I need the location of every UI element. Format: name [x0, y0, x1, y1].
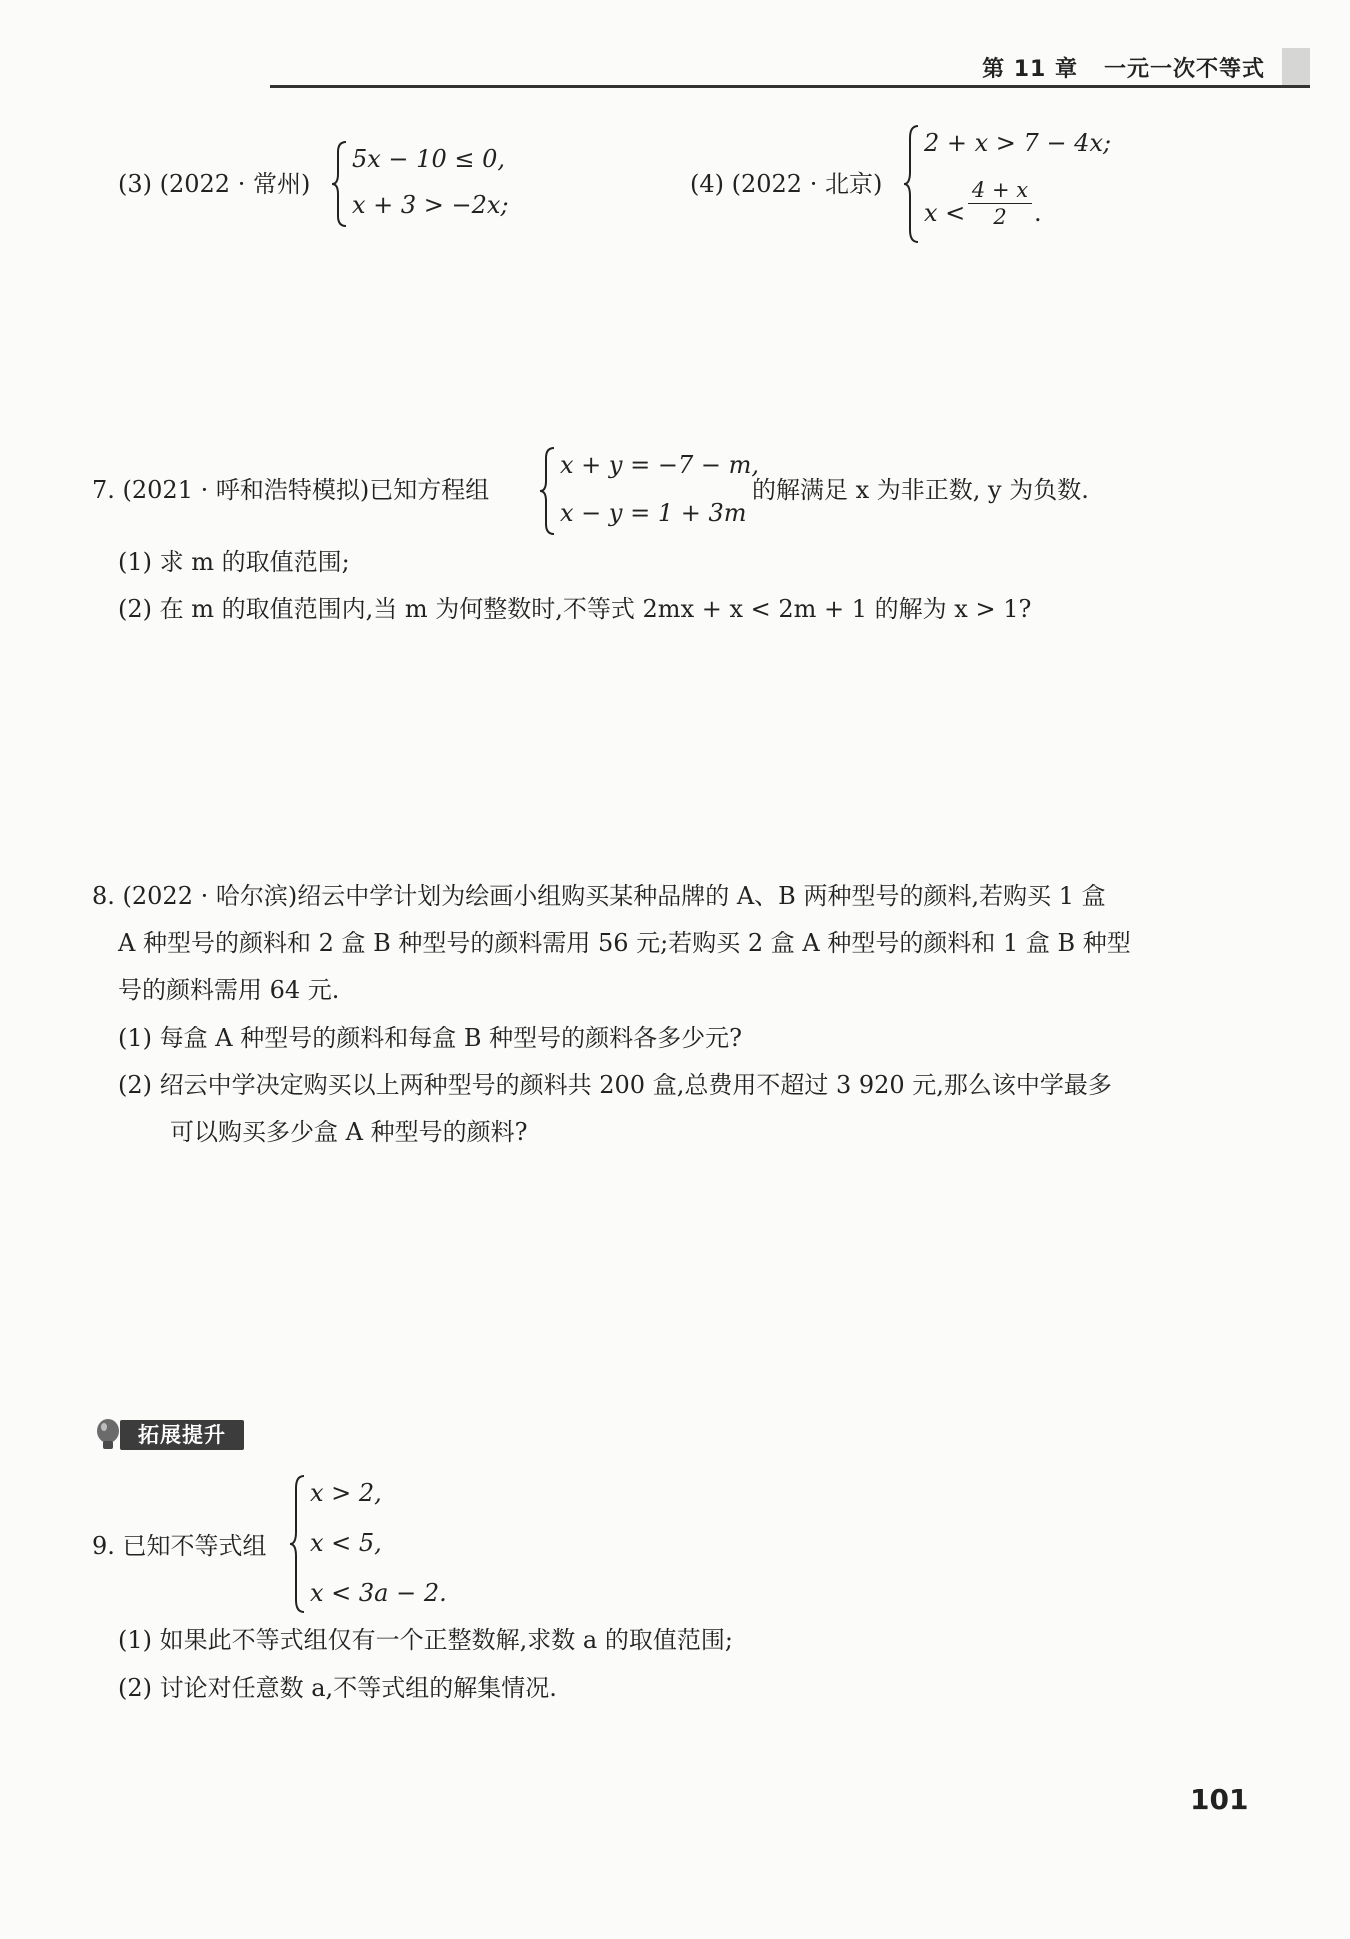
left-brace-icon — [902, 124, 922, 244]
problem-9-condition-2: x < 5, — [310, 1529, 382, 1557]
fraction-denominator: 2 — [993, 205, 1007, 229]
problem-9-condition-3: x < 3a − 2. — [310, 1579, 447, 1607]
problem-8-line-2: A 种型号的颜料和 2 盒 B 种型号的颜料需用 56 元;若购买 2 盒 A 种型号的颜料和 1 盒 B 种型 — [118, 929, 1131, 957]
problem-4-line-2-end: . — [1034, 199, 1042, 227]
chapter-title: 一元一次不等式 — [1103, 57, 1265, 82]
page-header — [270, 48, 1310, 88]
problem-7-question-1: (1) 求 m 的取值范围; — [118, 548, 350, 576]
section-badge — [92, 1418, 252, 1452]
problem-8-question-1: (1) 每盒 A 种型号的颜料和每盒 B 种型号的颜料各多少元? — [118, 1024, 742, 1052]
chapter-number: 第 11 章 — [982, 57, 1078, 82]
header-rule — [270, 85, 1310, 88]
problem-7-equation-2: x − y = 1 + 3m — [560, 499, 747, 527]
problem-4-label: (4) (2022 · 北京) — [690, 170, 883, 198]
problem-9-stem: 9. 已知不等式组 — [92, 1532, 267, 1560]
problem-9-question-2: (2) 讨论对任意数 a,不等式组的解集情况. — [118, 1674, 557, 1702]
left-brace-icon — [330, 140, 350, 228]
problem-4-system — [902, 124, 1162, 244]
section-badge-label: 拓展提升 — [120, 1420, 244, 1450]
problem-8-line-3: 号的颜料需用 64 元. — [118, 976, 340, 1004]
page-number: 101 — [1190, 1783, 1249, 1816]
problem-3-label: (3) (2022 · 常州) — [118, 170, 311, 198]
problem-7-question-2: (2) 在 m 的取值范围内,当 m 为何整数时,不等式 2mx + x < 2m + 1 的解为 x > 1? — [118, 595, 1032, 623]
problem-9-question-1: (1) 如果此不等式组仅有一个正整数解,求数 a 的取值范围; — [118, 1626, 733, 1654]
left-brace-icon — [538, 446, 558, 536]
problem-9-condition-1: x > 2, — [310, 1479, 382, 1507]
problem-3-line-1: 5x − 10 ≤ 0, — [352, 145, 505, 173]
header-tab — [1282, 48, 1310, 88]
problem-8-question-2b: 可以购买多少盒 A 种型号的颜料? — [170, 1118, 528, 1146]
problem-3-line-2: x + 3 > −2x; — [352, 191, 509, 219]
problem-8-line-1: 8. (2022 · 哈尔滨)绍云中学计划为绘画小组购买某种品牌的 A、B 两种型号的颜料,若购买 1 盒 — [92, 882, 1106, 910]
left-brace-icon — [288, 1474, 308, 1614]
problem-7-stem-prefix: 7. (2021 · 呼和浩特模拟)已知方程组 — [92, 476, 490, 504]
problem-7-system — [538, 446, 758, 536]
problem-3-system — [330, 140, 590, 228]
problem-8-question-2a: (2) 绍云中学决定购买以上两种型号的颜料共 200 盒,总费用不超过 3 920 元,那么该中学最多 — [118, 1071, 1112, 1099]
problem-7-stem-suffix: 的解满足 x 为非正数, y 为负数. — [752, 476, 1089, 504]
problem-4-fraction — [968, 178, 1032, 229]
problem-4-line-1: 2 + x > 7 − 4x; — [924, 129, 1112, 157]
problem-9-system — [288, 1474, 508, 1614]
fraction-numerator: 4 + x — [971, 178, 1029, 202]
fraction-bar — [968, 203, 1032, 204]
problem-7-equation-1: x + y = −7 − m, — [560, 451, 759, 479]
chapter-heading — [982, 52, 1265, 83]
problem-4-line-2-left: x < — [924, 199, 966, 227]
